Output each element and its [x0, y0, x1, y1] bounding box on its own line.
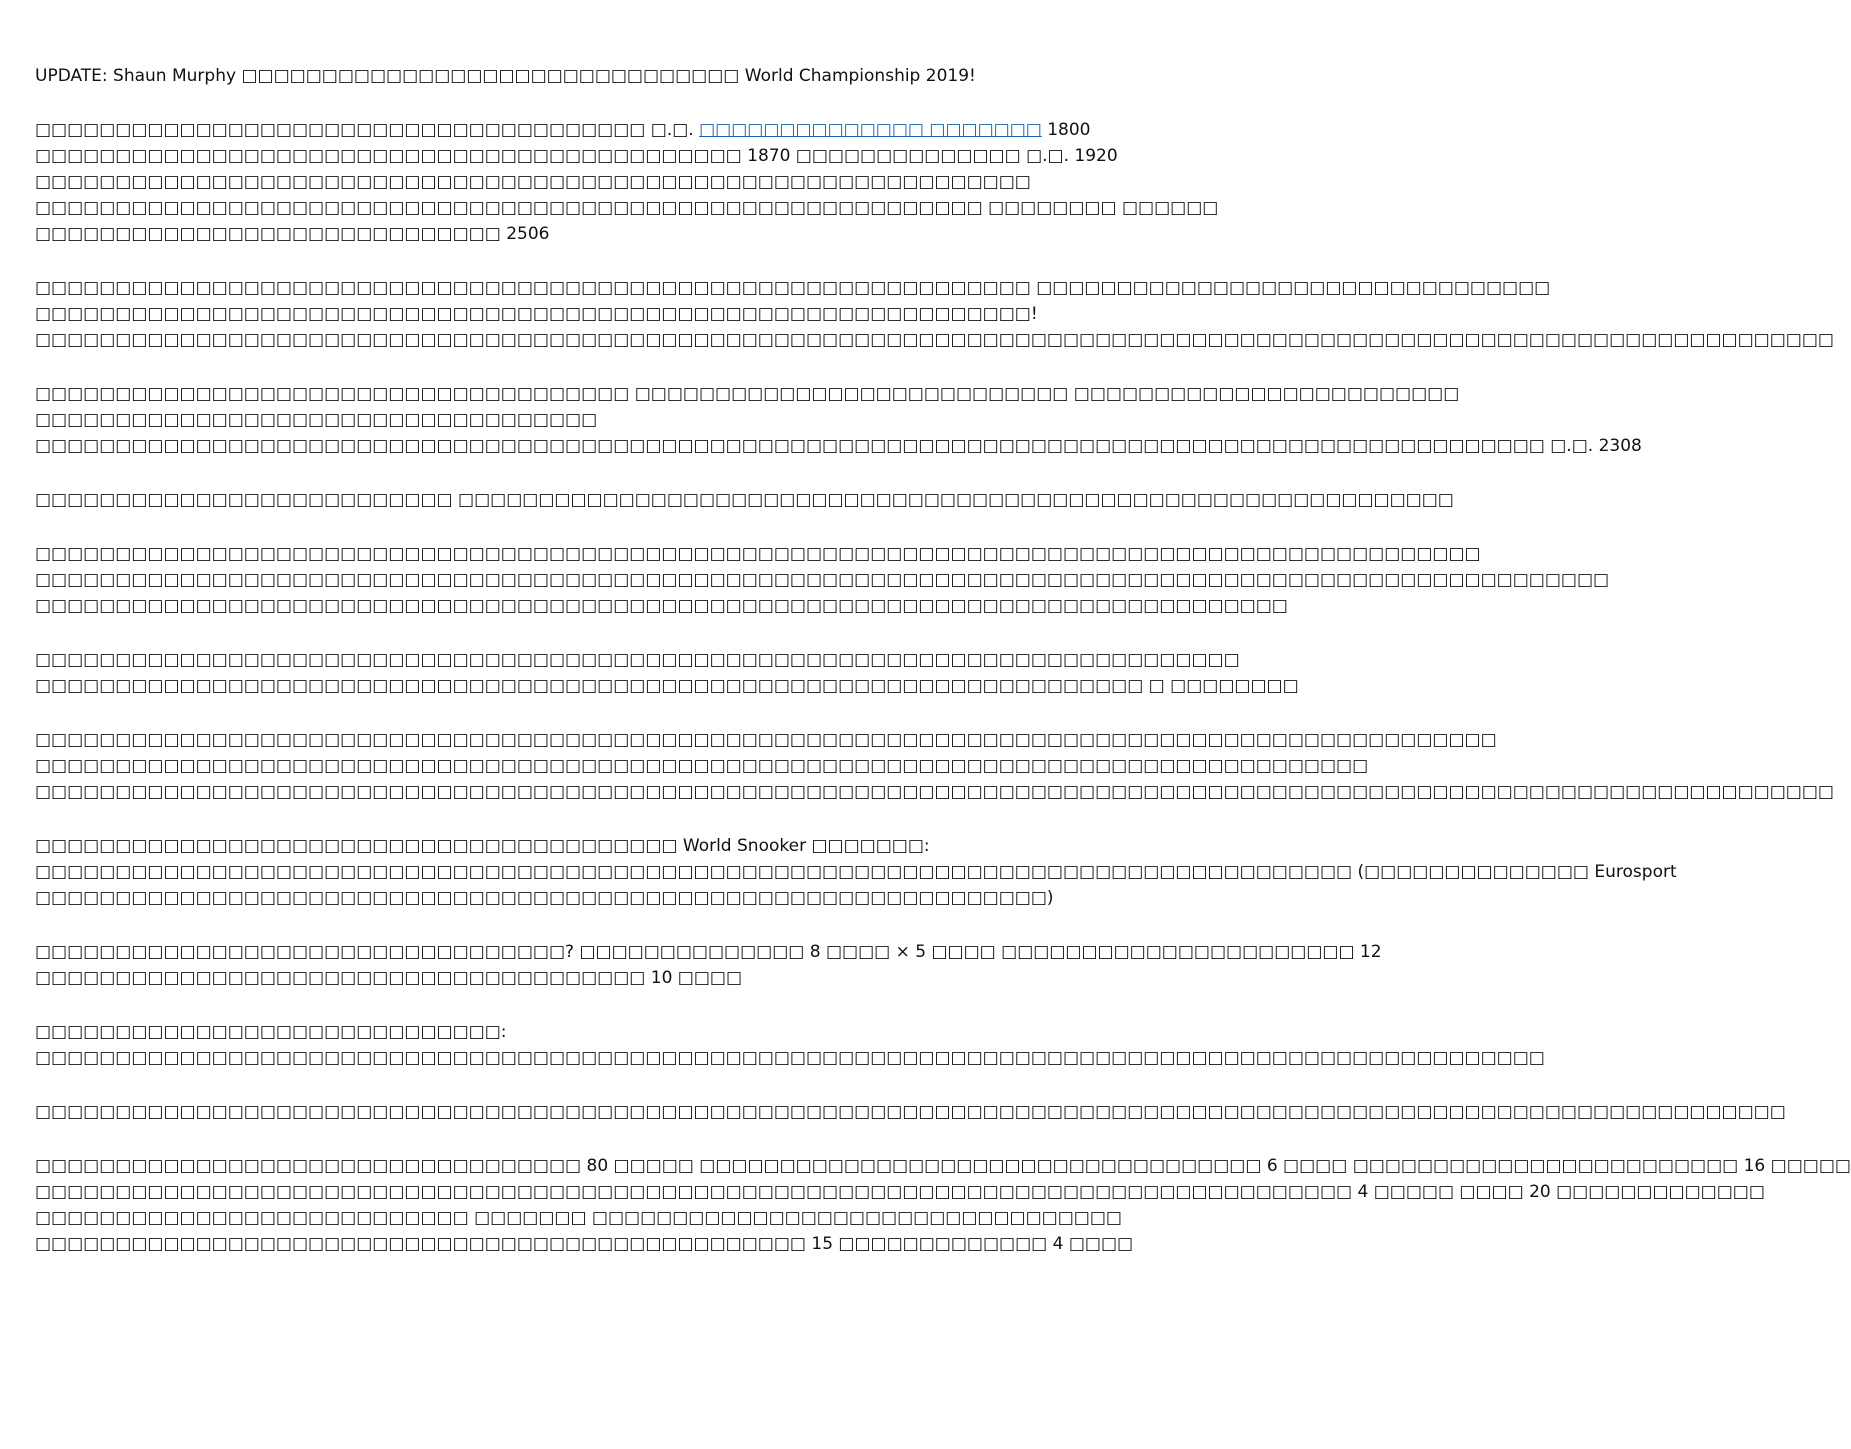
paragraph-1-line-1 [35, 117, 1091, 143]
paragraph-2-line-3: □□□□□□□□□□□□□□□□□□□□□□□□□□□□□□□□□□□□□□□□□□□□□□□□□□□□□□□□□□□□□□□□□□□□□□□□□□□□□□□□□□□□□□□□□□□□□□□□□□□□□□□□□□□□□□□□ [35, 330, 1834, 350]
update-paragraph [35, 63, 995, 89]
paragraph-8-line-2: □□□□□□□□□□□□□□□□□□□□□□□□□□□□□□□□□□□□□□□□□□□□□□□□□□□□□□□□□□□□□□□□□□□□□□□□□□□□□□□□□□ (□□□□□□□□□□□□□□ Eurosport [35, 862, 1677, 882]
paragraph-6-line-2: □□□□□□□□□□□□□□□□□□□□□□□□□□□□□□□□□□□□□□□□□□□□□□□□□□□□□□□□□□□□□□□□□□□□□ □ □□□□□□□□ [35, 676, 1299, 696]
paragraph-5 [35, 541, 1610, 619]
paragraph-1-line-1-year: 1800 [1041, 120, 1091, 140]
paragraph-4-line-1: □□□□□□□□□□□□□□□□□□□□□□□□□□ □□□□□□□□□□□□□□□□□□□□□□□□□□□□□□□□□□□□□□□□□□□□□□□□□□□□□□□□□□□□□□ [35, 490, 1454, 510]
document-body [35, 63, 1851, 1285]
paragraph-7-line-3: □□□□□□□□□□□□□□□□□□□□□□□□□□□□□□□□□□□□□□□□□□□□□□□□□□□□□□□□□□□□□□□□□□□□□□□□□□□□□□□□□□□□□□□□□□□□□□□□□□□□□□□□□□□□□□□□ [35, 782, 1834, 802]
paragraph-12-line-2: □□□□□□□□□□□□□□□□□□□□□□□□□□□□□□□□□□□□□□□□□□□□□□□□□□□□□□□□□□□□□□□□□□□□□□□□□□□□□□□□□□ 4 □□□□□ □□□□ 20 □□□□□□□□□□□□□ [35, 1182, 1765, 1202]
paragraph-9 [35, 939, 1382, 991]
paragraph-10-line-1: □□□□□□□□□□□□□□□□□□□□□□□□□□□□□: [35, 1022, 507, 1042]
paragraph-1-line-1-text: □□□□□□□□□□□□□□□□□□□□□□□□□□□□□□□□□□□□□□ □.□. [35, 120, 700, 140]
paragraph-8-line-3: □□□□□□□□□□□□□□□□□□□□□□□□□□□□□□□□□□□□□□□□□□□□□□□□□□□□□□□□□□□□□□□) [35, 888, 1054, 908]
paragraph-11-line-1: □□□□□□□□□□□□□□□□□□□□□□□□□□□□□□□□□□□□□□□□□□□□□□□□□□□□□□□□□□□□□□□□□□□□□□□□□□□□□□□□□□□□□□□□□□□□□□□□□□□□□□□□□□□□□ [35, 1102, 1786, 1122]
paragraph-10 [35, 1019, 1545, 1071]
paragraph-1-line-3: □□□□□□□□□□□□□□□□□□□□□□□□□□□□□□□□□□□□□□□□□□□□□□□□□□□□□□□□□□□□□□ [35, 172, 1031, 192]
paragraph-8 [35, 833, 1677, 911]
paragraph-5-line-3: □□□□□□□□□□□□□□□□□□□□□□□□□□□□□□□□□□□□□□□□□□□□□□□□□□□□□□□□□□□□□□□□□□□□□□□□□□□□□□ [35, 596, 1288, 616]
paragraph-10-line-2: □□□□□□□□□□□□□□□□□□□□□□□□□□□□□□□□□□□□□□□□□□□□□□□□□□□□□□□□□□□□□□□□□□□□□□□□□□□□□□□□□□□□□□□□□□□□□□ [35, 1048, 1545, 1068]
paragraph-1 [35, 117, 1219, 247]
paragraph-12-line-4: □□□□□□□□□□□□□□□□□□□□□□□□□□□□□□□□□□□□□□□□□□□□□□□□ 15 □□□□□□□□□□□□□ 4 □□□□ [35, 1234, 1134, 1254]
paragraph-9-line-2: □□□□□□□□□□□□□□□□□□□□□□□□□□□□□□□□□□□□□□ 10 □□□□ [35, 968, 743, 988]
paragraph-7-line-1: □□□□□□□□□□□□□□□□□□□□□□□□□□□□□□□□□□□□□□□□□□□□□□□□□□□□□□□□□□□□□□□□□□□□□□□□□□□□□□□□□□□□□□□□□□□ [35, 730, 1497, 750]
paragraph-3 [35, 381, 1642, 459]
paragraph-2 [35, 275, 1834, 353]
paragraph-7-line-2: □□□□□□□□□□□□□□□□□□□□□□□□□□□□□□□□□□□□□□□□□□□□□□□□□□□□□□□□□□□□□□□□□□□□□□□□□□□□□□□□□□□ [35, 756, 1369, 776]
paragraph-6 [35, 647, 1299, 699]
paragraph-9-line-1: □□□□□□□□□□□□□□□□□□□□□□□□□□□□□□□□□? □□□□□□□□□□□□□□ 8 □□□□ × 5 □□□□ □□□□□□□□□□□□□□□□□□□□□□ 12 [35, 942, 1382, 962]
paragraph-7 [35, 727, 1834, 805]
paragraph-1-line-2: □□□□□□□□□□□□□□□□□□□□□□□□□□□□□□□□□□□□□□□□□□□□ 1870 □□□□□□□□□□□□□□ □.□. 1920 [35, 146, 1118, 166]
paragraph-1-line-5: □□□□□□□□□□□□□□□□□□□□□□□□□□□□□ 2506 [35, 224, 550, 244]
paragraph-3-line-3: □□□□□□□□□□□□□□□□□□□□□□□□□□□□□□□□□□□□□□□□□□□□□□□□□□□□□□□□□□□□□□□□□□□□□□□□□□□□□□□□□□□□□□□□□□□□□□ □.□. 2308 [35, 436, 1642, 456]
paragraph-2-line-2: □□□□□□□□□□□□□□□□□□□□□□□□□□□□□□□□□□□□□□□□□□□□□□□□□□□□□□□□□□□□□□! [35, 304, 1038, 324]
paragraph-4 [35, 487, 1454, 513]
paragraph-12 [35, 1153, 1851, 1257]
paragraph-12-line-1: □□□□□□□□□□□□□□□□□□□□□□□□□□□□□□□□□□ 80 □□□□□ □□□□□□□□□□□□□□□□□□□□□□□□□□□□□□□□□□□ 6 □□□□ □□□□□□□□□□□□□□□□□□□□□□□□ 16 □□□□□ [35, 1156, 1851, 1176]
paragraph-1-line-4: □□□□□□□□□□□□□□□□□□□□□□□□□□□□□□□□□□□□□□□□□□□□□□□□□□□□□□□□□□□ □□□□□□□□ □□□□□□ [35, 198, 1219, 218]
update-line: UPDATE: Shaun Murphy □□□□□□□□□□□□□□□□□□□□□□□□□□□□□□□ World Championship 2019! [35, 66, 976, 86]
paragraph-12-line-3: □□□□□□□□□□□□□□□□□□□□□□□□□□□ □□□□□□□ □□□□□□□□□□□□□□□□□□□□□□□□□□□□□□□□□ [35, 1208, 1122, 1228]
paragraph-3-line-1: □□□□□□□□□□□□□□□□□□□□□□□□□□□□□□□□□□□□□ □□□□□□□□□□□□□□□□□□□□□□□□□□□ □□□□□□□□□□□□□□□□□□□□□□□□ [35, 384, 1460, 404]
paragraph-2-line-1: □□□□□□□□□□□□□□□□□□□□□□□□□□□□□□□□□□□□□□□□□□□□□□□□□□□□□□□□□□□□□□ □□□□□□□□□□□□□□□□□□□□□□□□□□□□□□□□ [35, 278, 1551, 298]
article-link[interactable]: □□□□□□□□□□□□□□ □□□□□□□ [699, 120, 1042, 140]
paragraph-6-line-1: □□□□□□□□□□□□□□□□□□□□□□□□□□□□□□□□□□□□□□□□□□□□□□□□□□□□□□□□□□□□□□□□□□□□□□□□□□□ [35, 650, 1240, 670]
paragraph-5-line-2: □□□□□□□□□□□□□□□□□□□□□□□□□□□□□□□□□□□□□□□□□□□□□□□□□□□□□□□□□□□□□□□□□□□□□□□□□□□□□□□□□□□□□□□□□□□□□□□□□□ [35, 570, 1610, 590]
paragraph-8-line-1: □□□□□□□□□□□□□□□□□□□□□□□□□□□□□□□□□□□□□□□□ World Snooker □□□□□□□: [35, 836, 930, 856]
paragraph-5-line-1: □□□□□□□□□□□□□□□□□□□□□□□□□□□□□□□□□□□□□□□□□□□□□□□□□□□□□□□□□□□□□□□□□□□□□□□□□□□□□□□□□□□□□□□□□□ [35, 544, 1481, 564]
paragraph-3-line-2: □□□□□□□□□□□□□□□□□□□□□□□□□□□□□□□□□□□ [35, 410, 598, 430]
paragraph-11 [35, 1099, 1786, 1125]
